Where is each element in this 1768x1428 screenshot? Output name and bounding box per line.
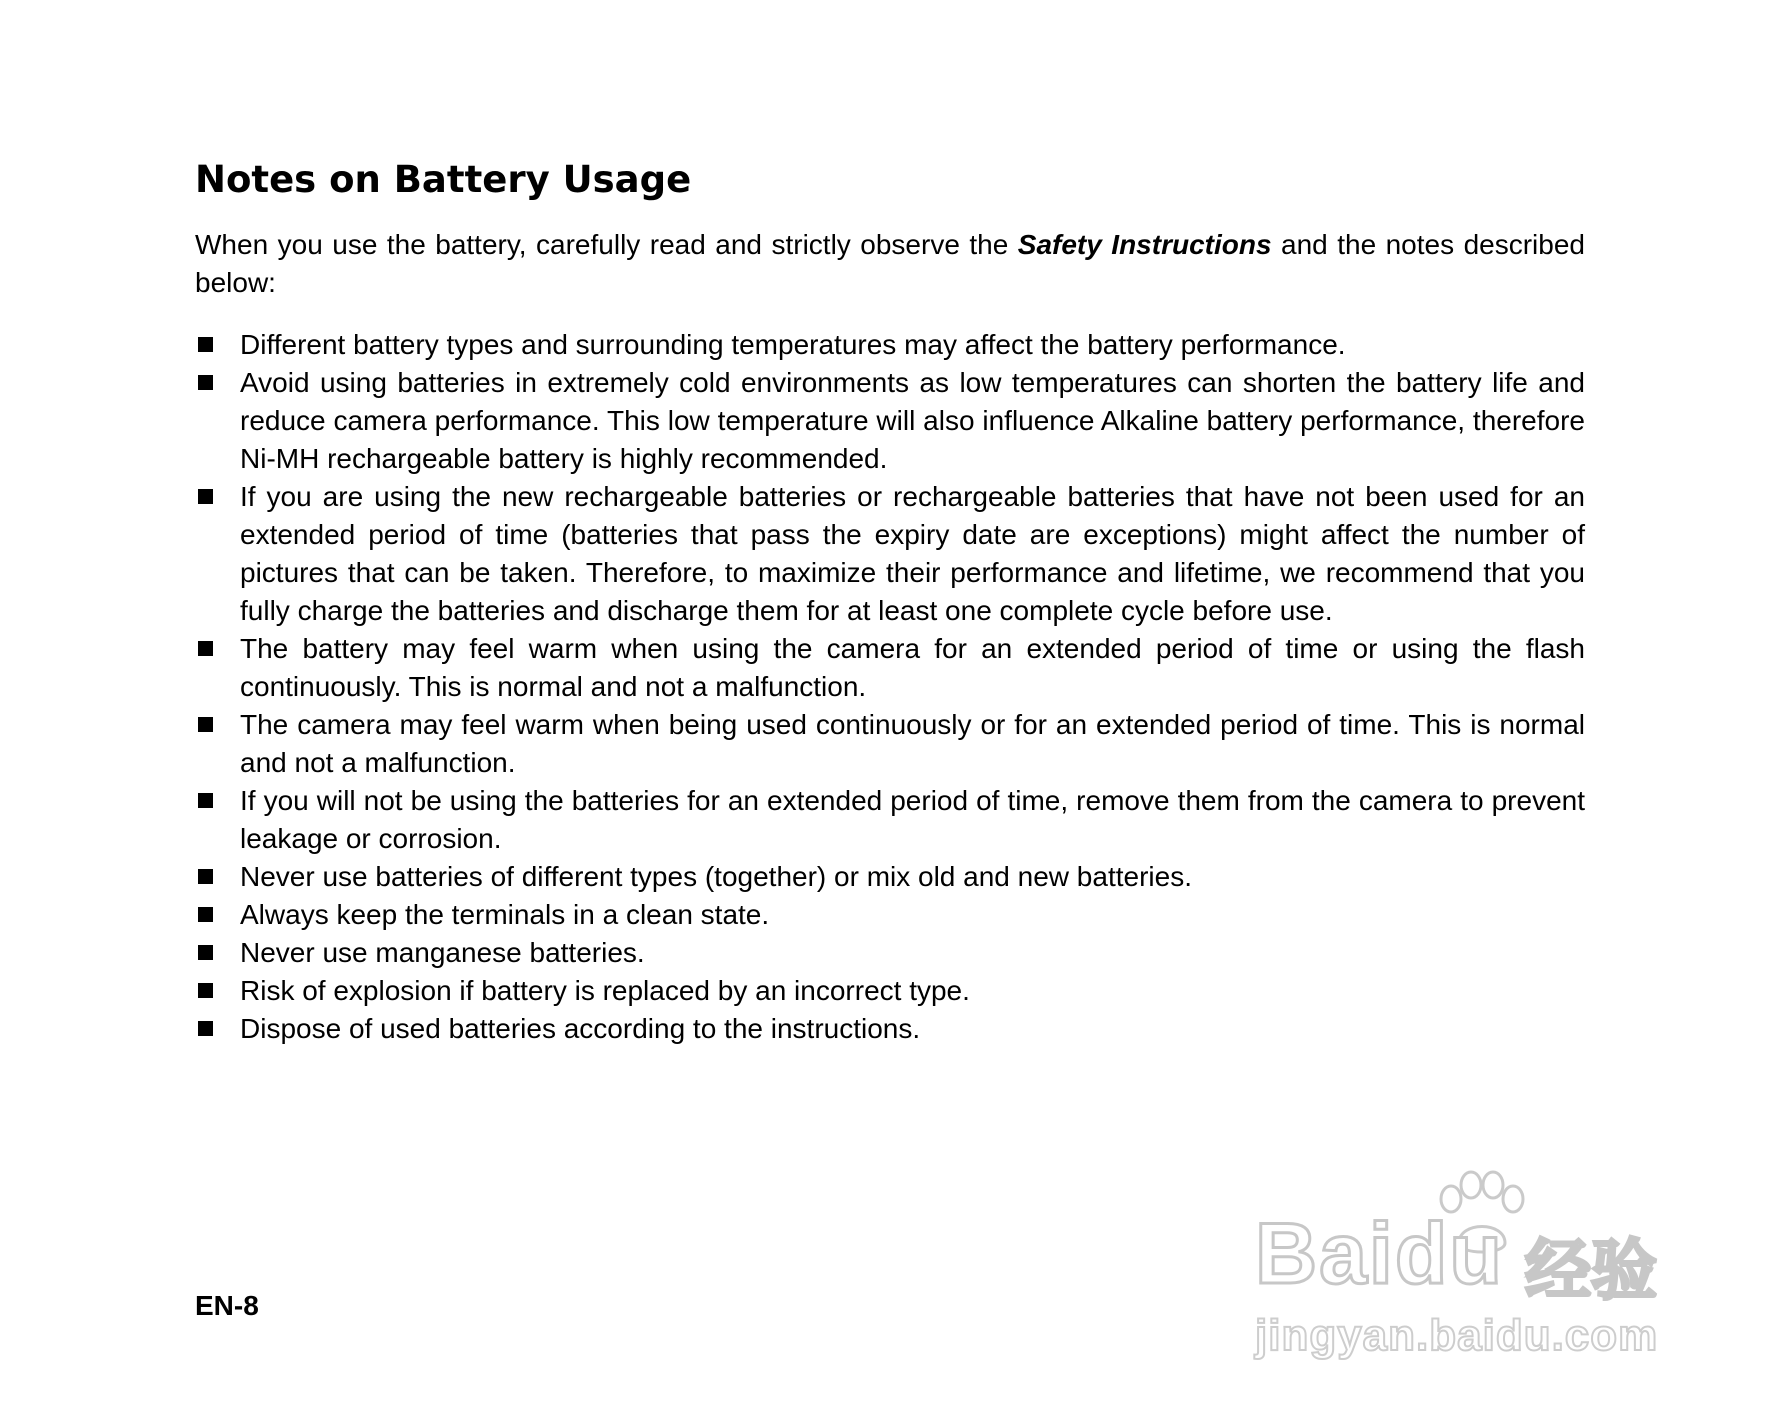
note-text: If you are using the new rechargeable batteries or rechargeable batteries that have not been used for an extended period of time (batteries that pass the expiry date are exceptions) might affect the number of pictures that can be taken. Therefore, to maximize their performance and lifetime, we recommend that you fully charge the batteries and discharge them for at least one complete cycle before use. <box>240 481 1585 626</box>
square-bullet-icon <box>198 375 213 390</box>
list-item <box>195 478 1585 630</box>
watermark-brand: Baidu <box>1255 1206 1504 1302</box>
note-text: Never use manganese batteries. <box>240 937 645 968</box>
list-item <box>195 972 1585 1010</box>
square-bullet-icon <box>198 489 213 504</box>
intro-text-after: and the notes described below: <box>195 229 1585 298</box>
square-bullet-icon <box>198 945 213 960</box>
list-item <box>195 326 1585 364</box>
square-bullet-icon <box>198 1021 213 1036</box>
square-bullet-icon <box>198 337 213 352</box>
note-text: The battery may feel warm when using the camera for an extended period of time or using the flash continuously. This is normal and not a malfunction. <box>240 633 1585 702</box>
square-bullet-icon <box>198 907 213 922</box>
square-bullet-icon <box>198 869 213 884</box>
list-item <box>195 630 1585 706</box>
battery-notes-list <box>195 326 1585 1048</box>
list-item <box>195 1010 1585 1048</box>
square-bullet-icon <box>198 793 213 808</box>
baidu-jingyan-watermark <box>1255 1165 1685 1365</box>
note-text: Dispose of used batteries according to the instructions. <box>240 1013 921 1044</box>
square-bullet-icon <box>198 717 213 732</box>
page-heading: Notes on Battery Usage <box>195 158 692 201</box>
note-text: Risk of explosion if battery is replaced by an incorrect type. <box>240 975 970 1006</box>
watermark-url: jingyan.baidu.com <box>1255 1311 1659 1360</box>
note-text: The camera may feel warm when being used continuously or for an extended period of time. This is normal and not a malfunction. <box>240 709 1585 778</box>
page-content <box>195 226 1585 1048</box>
note-text: Never use batteries of different types (together) or mix old and new batteries. <box>240 861 1192 892</box>
note-text: Always keep the terminals in a clean state. <box>240 899 770 930</box>
list-item <box>195 782 1585 858</box>
page-number: EN-8 <box>195 1290 259 1321</box>
list-item <box>195 706 1585 782</box>
square-bullet-icon <box>198 641 213 656</box>
note-text: Avoid using batteries in extremely cold environments as low temperatures can shorten the battery life and reduce camera performance. This low temperature will also influence Alkaline battery performance, therefore Ni-MH rechargeable battery is highly recommended. <box>240 367 1585 474</box>
safety-instructions-emphasis: Safety Instructions <box>1017 229 1272 260</box>
note-text: Different battery types and surrounding temperatures may affect the battery performance. <box>240 329 1346 360</box>
intro-paragraph <box>195 226 1585 302</box>
watermark-brand-cn: 经验 <box>1525 1232 1657 1309</box>
list-item <box>195 858 1585 896</box>
intro-text-before: When you use the battery, carefully read and strictly observe the <box>195 229 1018 260</box>
note-text: If you will not be using the batteries for an extended period of time, remove them from the camera to prevent leakage or corrosion. <box>240 785 1585 854</box>
list-item <box>195 934 1585 972</box>
square-bullet-icon <box>198 983 213 998</box>
list-item <box>195 896 1585 934</box>
list-item <box>195 364 1585 478</box>
